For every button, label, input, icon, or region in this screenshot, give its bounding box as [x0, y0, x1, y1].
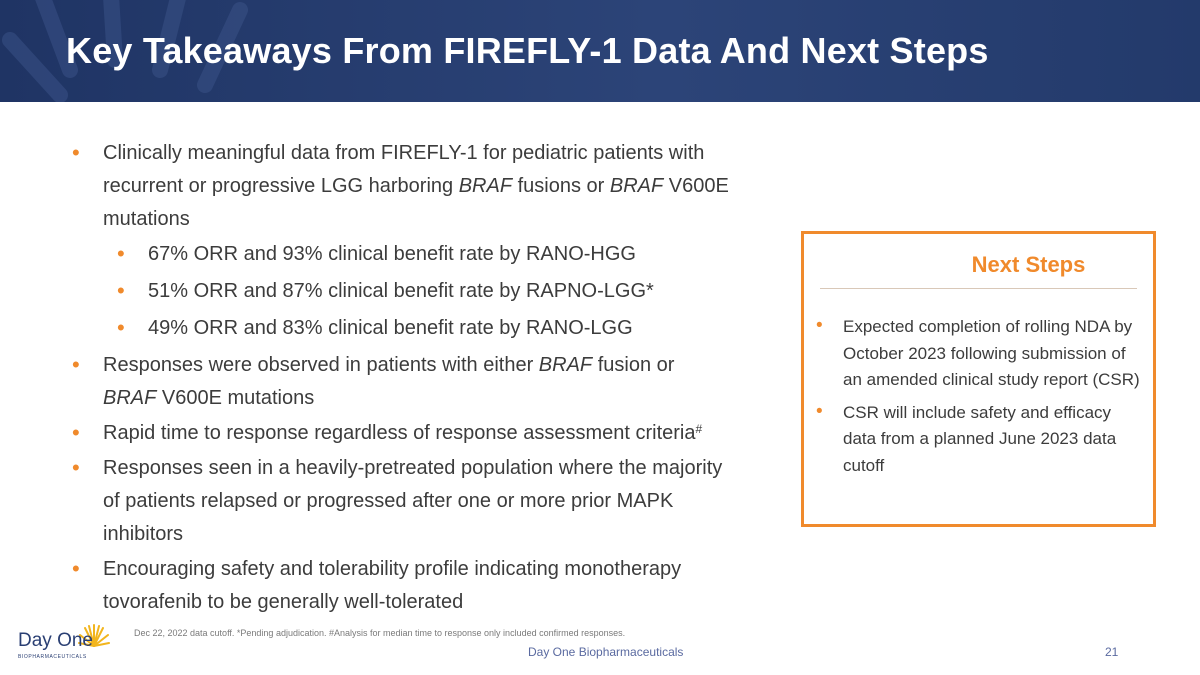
footnote: Dec 22, 2022 data cutoff. *Pending adjudication. #Analysis for median time to response only included confirmed responses.	[134, 628, 626, 638]
bullet-icon: •	[117, 278, 125, 303]
footnote-marker: #	[695, 422, 703, 436]
takeaway-text: V600E mutations	[103, 175, 729, 230]
subitem-text: 67% ORR and 93% clinical benefit rate by RANO-HGG	[148, 243, 636, 265]
takeaway-item	[72, 417, 752, 450]
header-banner	[0, 0, 1200, 102]
subitem-text: 49% ORR and 83% clinical benefit rate by RANO-LGG	[148, 317, 633, 339]
company-logo	[18, 622, 108, 666]
gene-name: BRAF	[538, 354, 593, 376]
logo-subtitle: BIOPHARMACEUTICALS	[18, 654, 87, 660]
takeaway-text: fusions or	[512, 175, 610, 197]
takeaway-text: Clinically meaningful data from FIREFLY-1 for pediatric patients with recurrent or progressive LGG harboring	[103, 142, 705, 197]
page-number: 21	[1105, 645, 1119, 659]
next-steps-title: Next Steps	[971, 252, 1086, 277]
bullet-icon: •	[117, 315, 125, 340]
next-steps-text: CSR will include safety and efficacy data from a planned June 2023 data cutoff	[843, 402, 1117, 475]
bullet-icon: •	[816, 315, 823, 336]
takeaway-item	[72, 349, 712, 415]
bullet-icon: •	[72, 140, 80, 165]
takeaway-text: Rapid time to response regardless of response assessment criteria	[103, 422, 696, 444]
takeaway-text: Encouraging safety and tolerability profile indicating monotherapy tovorafenib to be generally well-tolerated	[103, 558, 682, 613]
takeaway-text: Responses seen in a heavily-pretreated population where the majority of patients relapsed or progressed after one or more prior MAPK inhibitors	[103, 457, 723, 545]
bullet-icon: •	[72, 420, 80, 445]
company-name: Day One Biopharmaceuticals	[528, 645, 684, 659]
next-steps-text: Expected completion of rolling NDA by October 2023 following submission of an amended clinical study report (CSR)	[843, 317, 1140, 389]
next-steps-box	[801, 231, 1156, 527]
takeaway-item	[72, 137, 752, 236]
gene-name: BRAF	[458, 175, 513, 197]
bullet-icon: •	[72, 556, 80, 581]
takeaway-text: fusion or	[592, 354, 675, 376]
takeaways-list	[72, 137, 752, 621]
takeaway-text: V600E mutations	[156, 387, 315, 409]
gene-name: BRAF	[103, 387, 157, 409]
subitem-text: 51% ORR and 87% clinical benefit rate by RAPNO-LGG*	[148, 280, 654, 302]
takeaway-subitem	[72, 275, 752, 308]
bullet-icon: •	[72, 352, 80, 377]
logo-name: Day One	[18, 630, 93, 651]
next-steps-item	[816, 400, 1146, 480]
bullet-icon: •	[72, 455, 80, 480]
takeaway-item	[72, 553, 752, 619]
gene-name: BRAF	[609, 175, 664, 197]
takeaway-subitem	[72, 312, 752, 345]
divider	[820, 288, 1137, 289]
takeaway-subitem	[72, 238, 752, 271]
next-steps-list	[816, 314, 1146, 485]
takeaway-text: Responses were observed in patients with either	[103, 354, 539, 376]
bullet-icon: •	[816, 400, 823, 422]
next-steps-item	[816, 314, 1146, 394]
bullet-icon: •	[117, 241, 125, 266]
takeaway-item	[72, 452, 732, 551]
page-title: Key Takeaways From FIREFLY-1 Data And Next Steps	[66, 30, 989, 71]
